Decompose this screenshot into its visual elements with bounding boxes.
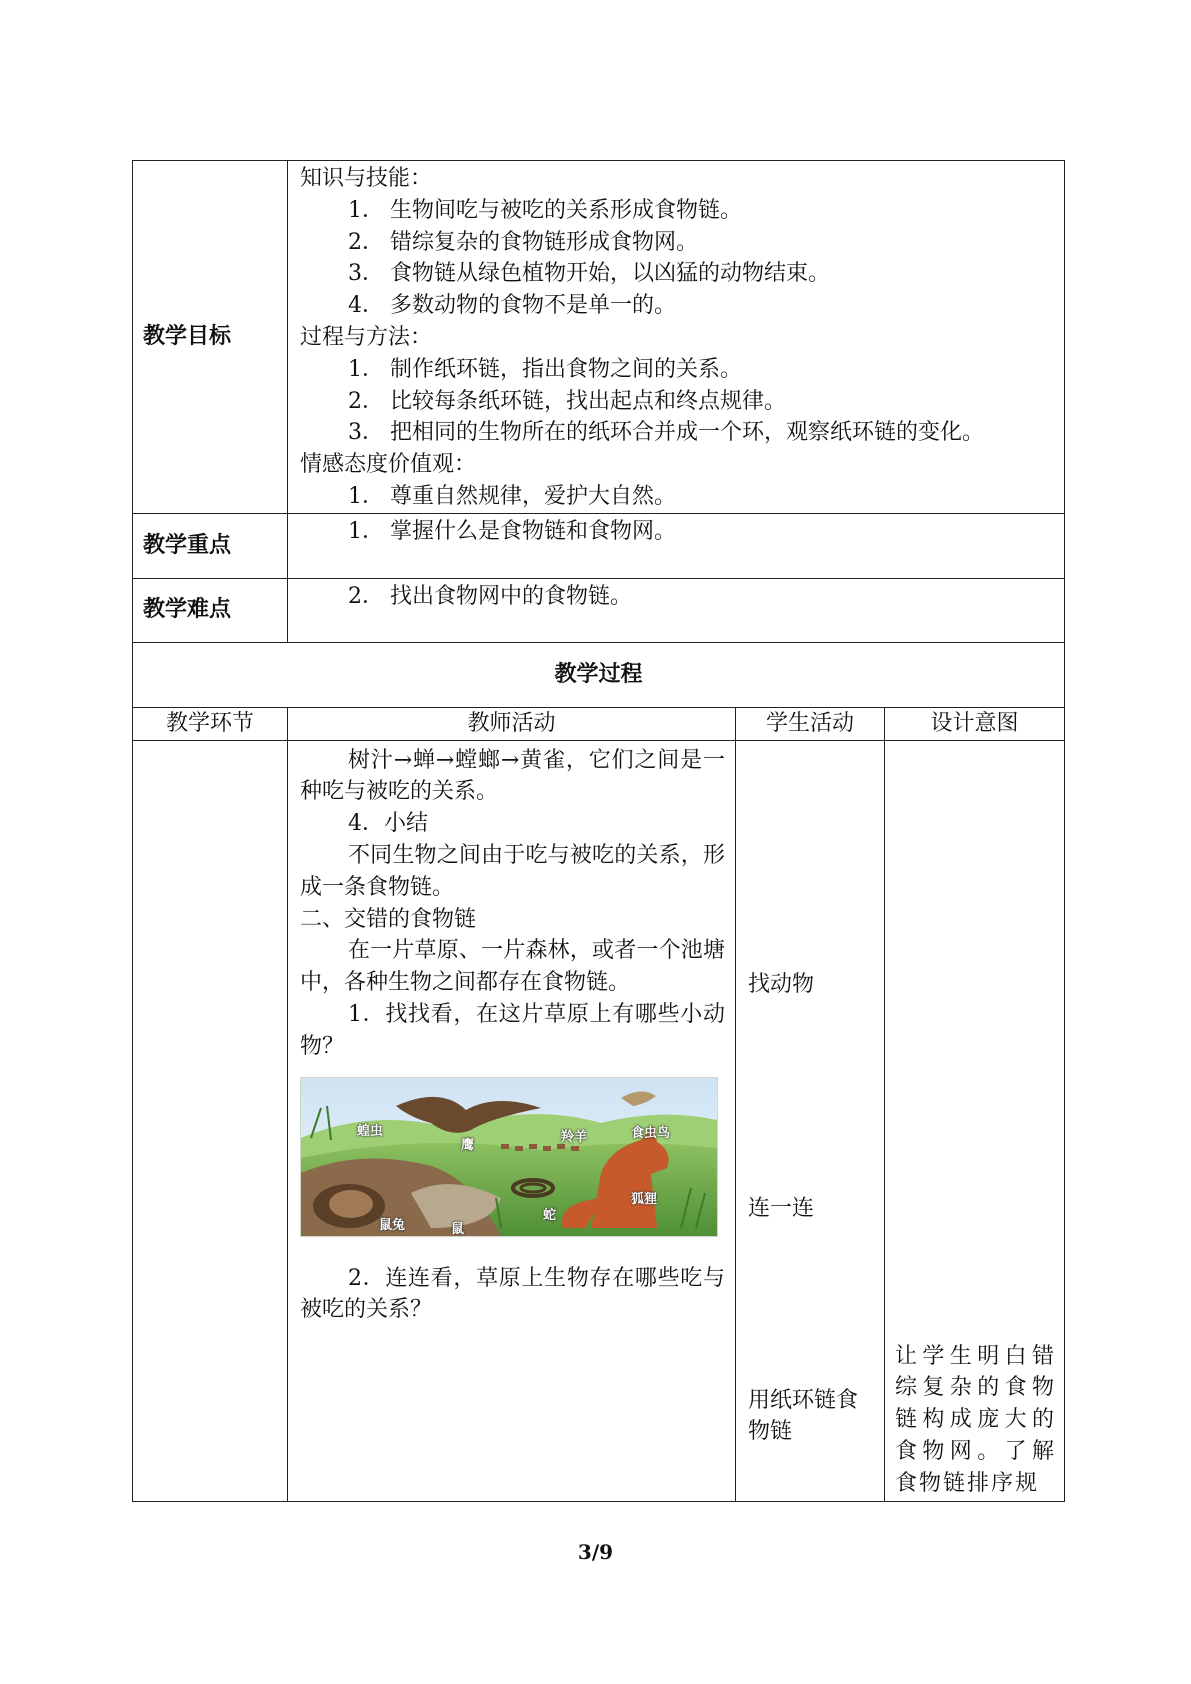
key-point-content: 1． 掌握什么是食物链和食物网。 — [288, 513, 1065, 578]
difficulty-label: 教学难点 — [133, 578, 288, 642]
label-rabbit: 鼠兔 — [379, 1217, 406, 1233]
design-intent-cell — [885, 740, 1065, 1501]
process-title-row — [133, 642, 1065, 707]
label-eagle: 鹰 — [461, 1137, 475, 1153]
process-item: 1． 制作纸环链，指出食物之间的关系。 — [348, 356, 743, 382]
label-insect-bird: 食虫鸟 — [631, 1125, 671, 1141]
column-header: 学生活动 — [736, 707, 885, 740]
difficulty-row — [133, 578, 1065, 642]
objectives-label: 教学目标 — [133, 161, 288, 514]
knowledge-item: 2． 错综复杂的食物链形成食物网。 — [348, 229, 699, 255]
stage-cell — [133, 740, 288, 1501]
knowledge-item: 1． 生物间吃与被吃的关系形成食物链。 — [348, 197, 743, 223]
label-antelope: 羚羊 — [561, 1129, 588, 1145]
difficulty-content: 2． 找出食物网中的食物链。 — [288, 578, 1065, 642]
process-item: 2． 比较每条纸环链，找出起点和终点规律。 — [348, 388, 787, 414]
knowledge-heading: 知识与技能： — [300, 166, 433, 191]
knowledge-item: 3． 食物链从绿色植物开始，以凶猛的动物结束。 — [348, 261, 831, 287]
emotion-heading: 情感态度价值观： — [300, 452, 477, 478]
page-number: 3/9 — [577, 1540, 614, 1564]
teacher-section-heading: 二、交错的食物链 — [300, 906, 477, 932]
student-activity-text: 用纸环链食物链 — [748, 1387, 859, 1445]
label-fox: 狐狸 — [631, 1191, 658, 1207]
grassland-animals-image — [300, 1077, 718, 1237]
key-point-row — [133, 513, 1065, 578]
column-header: 设计意图 — [885, 707, 1065, 740]
teacher-activity-cell — [288, 740, 736, 1501]
emotion-item: 1． 尊重自然规律，爱护大自然。 — [348, 483, 677, 509]
process-heading: 过程与方法： — [300, 324, 433, 350]
teacher-paragraph: 1．找找看，在这片草原上有哪些小动物？ — [300, 1001, 725, 1059]
objectives-row — [133, 161, 1065, 514]
process-title: 教学过程 — [133, 642, 1065, 707]
student-activity-cell — [736, 740, 885, 1501]
objectives-content — [288, 161, 1065, 514]
key-point-label: 教学重点 — [133, 513, 288, 578]
teacher-paragraph: 2．连连看，草原上生物存在哪些吃与被吃的关系？ — [300, 1265, 725, 1323]
knowledge-item: 4． 多数动物的食物不是单一的。 — [348, 293, 677, 319]
student-activity-text: 连一连 — [748, 1195, 815, 1221]
label-snake: 蛇 — [543, 1207, 557, 1223]
label-locust: 蝗虫 — [357, 1123, 384, 1139]
student-activity-text: 找动物 — [748, 971, 815, 997]
column-header: 教学环节 — [133, 707, 288, 740]
teacher-subheading: 4．小结 — [348, 811, 428, 837]
lesson-plan-table — [132, 160, 1065, 1502]
process-item: 3． 把相同的生物所在的纸环合并成一个环，观察纸环链的变化。 — [348, 420, 985, 446]
teacher-paragraph: 树汁→蝉→螳螂→黄雀，它们之间是一种吃与被吃的关系。 — [300, 747, 725, 805]
teacher-paragraph: 在一片草原、一片森林，或者一个池塘中，各种生物之间都存在食物链。 — [300, 938, 725, 996]
teacher-paragraph: 不同生物之间由于吃与被吃的关系，形成一条食物链。 — [300, 842, 725, 900]
design-intent-text: 让学生明白错综复杂的食物链构成庞大的食物网。了解食物链排序规 — [895, 1343, 1057, 1496]
label-mouse: 鼠 — [451, 1221, 465, 1237]
process-content-row — [133, 740, 1065, 1501]
column-header: 教师活动 — [288, 707, 736, 740]
column-header-row — [133, 707, 1065, 740]
